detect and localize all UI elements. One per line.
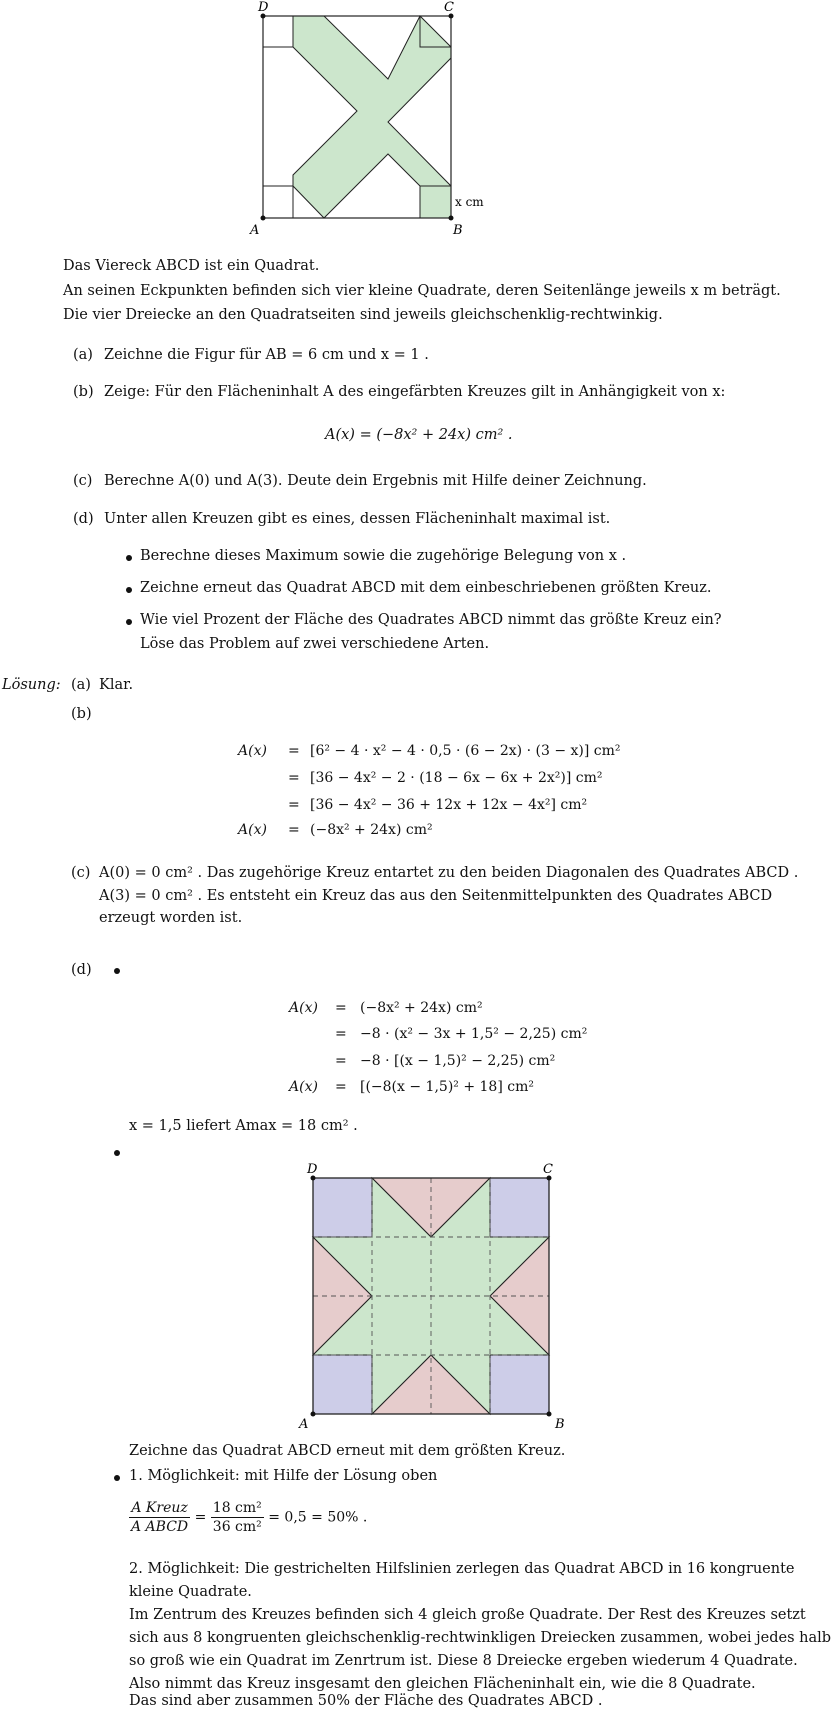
solution-d-eq4-rhs: [(−8(x − 1,5)² + 18] cm² [360,1079,534,1095]
bullet [114,1150,120,1156]
figure-2-caption: Zeichne das Quadrat ABCD erneut mit dem größten Kreuz. [129,1443,566,1459]
task-d-bullet-2: Zeichne erneut das Quadrat ABCD mit dem einbeschriebenen größten Kreuz. [140,580,712,596]
side-x-label: x cm [455,195,484,209]
task-b-text: Zeige: Für den Flächeninhalt A des eingefärbten Kreuzes gilt in Anhängigkeit von x: [104,384,726,400]
vertex-d-label: D [307,1162,318,1177]
solution-a-label: (a) [71,677,91,693]
bullet [126,587,132,593]
eq-sign: = [335,1079,347,1095]
task-b-formula: A(x) = (−8x² + 24x) cm² . [325,427,513,443]
method-2-line-5: so groß wie ein Quadrat im Zenrtrum ist. Diese 8 Dreiecke ergeben wiederum 4 Quadrate. [129,1653,798,1669]
intro-line-1: Das Viereck ABCD ist ein Quadrat. [63,258,320,274]
task-b-label: (b) [73,384,94,400]
solution-b-eq1-lhs: A(x) [238,743,267,759]
bullet [126,555,132,561]
solution-c-label: (c) [71,865,91,881]
method-2-line-2: kleine Quadrate. [129,1584,252,1600]
cross-shape [293,16,451,218]
vertex-c-label: C [543,1162,553,1177]
fraction-denominator: 36 cm² [212,1519,262,1535]
eq-sign: = [288,770,300,786]
method-2-line-7: Das sind aber zusammen 50% der Fläche des Quadrates ABCD . [129,1693,603,1709]
solution-d-eq1-lhs: A(x) [289,1000,318,1016]
method-2-line-6: Also nimmt das Kreuz insgesamt den gleichen Flächeninhalt ein, wie die 8 Quadrate. [129,1676,756,1692]
fraction-numerator: A Kreuz [129,1500,190,1518]
fraction-numerator: 18 cm² [212,1500,262,1516]
solution-d-eq4-lhs: A(x) [289,1079,318,1095]
vertex-c-label: C [444,0,454,15]
figure-max-cross [295,1160,565,1430]
fraction-denominator: A ABCD [131,1519,189,1535]
eq-sign: = [288,743,300,759]
task-a-text: Zeichne die Figur für AB = 6 cm und x = 1 . [104,347,429,363]
vertex-a-label: A [299,1417,309,1432]
task-d-bullet-3-line-1: Wie viel Prozent der Fläche des Quadrates ABCD nimmt das größte Kreuz ein? [140,612,722,628]
figure-cross-1 [250,0,540,240]
task-a-label: (a) [73,347,93,363]
solution-c-line-3: erzeugt worden ist. [99,910,243,926]
solution-b-eq3-rhs: [36 − 4x² − 36 + 12x + 12x − 4x²] cm² [310,797,588,813]
corner-square-a [313,1355,372,1414]
solution-label: Lösung: [2,677,61,693]
solution-b-eq1-rhs: [6² − 4 · x² − 4 · 0,5 · (6 − 2x) · (3 − x)] cm² [310,743,621,759]
bullet [114,1475,120,1481]
eq-sign: = [335,1000,347,1016]
eq-sign: = [288,822,300,838]
eq-sign: = [335,1053,347,1069]
eq-sign: = [288,797,300,813]
solution-b-label: (b) [71,706,92,722]
solution-d-label: (d) [71,962,92,978]
corner-square-a [263,186,293,218]
eq-sign: = [335,1026,347,1042]
method-2-line-3: Im Zentrum des Kreuzes befinden sich 4 gleich große Quadrate. Der Rest des Kreuzes setzt [129,1607,806,1623]
solution-c-line-2: A(3) = 0 cm² . Es entsteht ein Kreuz das aus den Seitenmittelpunkten des Quadrates ABCD [99,888,773,904]
task-d-bullet-3-line-2: Löse das Problem auf zwei verschiedene Arten. [140,636,490,652]
solution-b-eq4-rhs: (−8x² + 24x) cm² [310,822,433,838]
corner-square-b [490,1355,549,1414]
intro-line-3: Die vier Dreiecke an den Quadratseiten sind jeweils gleichschenklig-rechtwinkig. [63,307,663,323]
solution-d-eq3-rhs: −8 · [(x − 1,5)² − 2,25) cm² [360,1053,556,1069]
solution-c-line-1: A(0) = 0 cm² . Das zugehörige Kreuz entartet zu den beiden Diagonalen des Quadrates ABCD . [99,865,799,881]
intro-line-2: An seinen Eckpunkten befinden sich vier kleine Quadrate, deren Seitenlänge jeweils x m beträgt. [63,283,781,299]
task-c-text: Berechne A(0) und A(3). Deute dein Ergebnis mit Hilfe deiner Zeichnung. [104,473,647,489]
corner-square-d [263,16,293,47]
method-1-formula [129,1500,367,1535]
vertex-b-label: B [555,1417,565,1432]
method-1-text: 1. Möglichkeit: mit Hilfe der Lösung oben [129,1468,438,1484]
solution-d-result: x = 1,5 liefert Amax = 18 cm² . [129,1118,358,1134]
eq-sign: = [194,1509,207,1526]
task-d-bullet-1: Berechne dieses Maximum sowie die zugehörige Belegung von x . [140,548,627,564]
vertex-a-label: A [250,223,260,238]
solution-d-eq1-rhs: (−8x² + 24x) cm² [360,1000,483,1016]
bullet [126,619,132,625]
solution-a-text: Klar. [99,677,134,693]
solution-d-eq2-rhs: −8 · (x² − 3x + 1,5² − 2,25) cm² [360,1026,588,1042]
corner-square-d [313,1178,372,1237]
bullet [114,968,120,974]
task-c-label: (c) [73,473,93,489]
method-2-line-4: sich aus 8 kongruenten gleichschenklig-rechtwinkligen Dreiecken zusammen, wobei jedes halb [129,1630,831,1646]
vertex-b-label: B [453,223,463,238]
solution-b-eq2-rhs: [36 − 4x² − 2 · (18 − 6x − 6x + 2x²)] cm² [310,770,603,786]
task-d-label: (d) [73,511,94,527]
solution-b-eq4-lhs: A(x) [238,822,267,838]
method-1-tail: = 0,5 = 50% . [268,1509,368,1526]
corner-square-c [490,1178,549,1237]
method-2-line-1: 2. Möglichkeit: Die gestrichelten Hilfslinien zerlegen das Quadrat ABCD in 16 kongruente [129,1561,795,1577]
vertex-d-label: D [258,0,269,15]
task-d-text: Unter allen Kreuzen gibt es eines, dessen Flächeninhalt maximal ist. [104,511,611,527]
